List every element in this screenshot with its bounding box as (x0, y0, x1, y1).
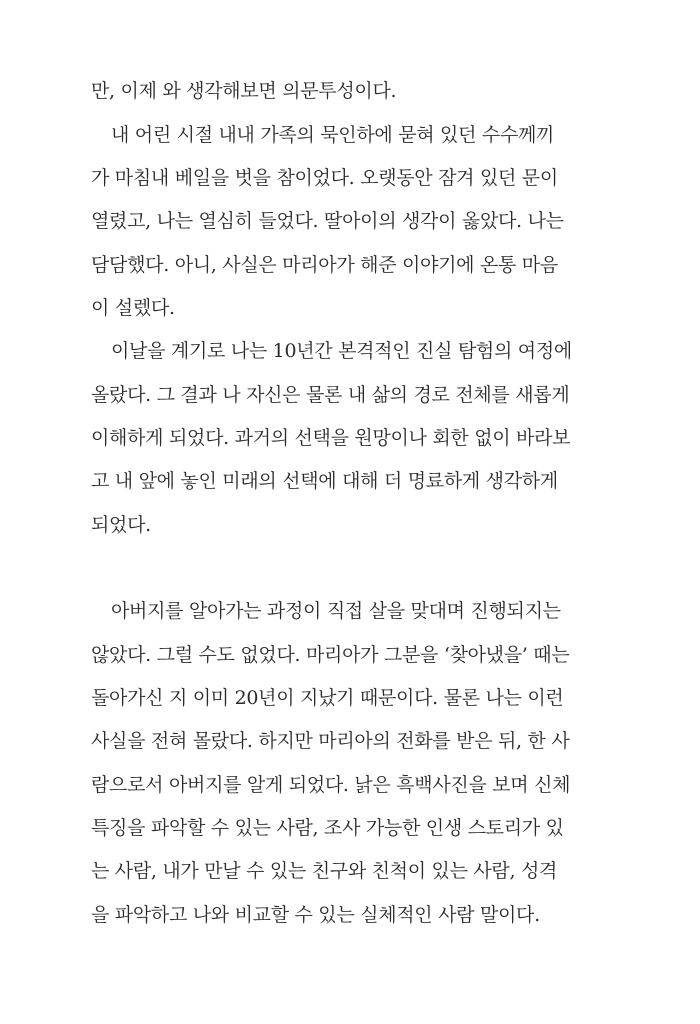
text-line: 올랐다. 그 결과 나 자신은 물론 내 삶의 경로 전체를 새롭게 (91, 384, 570, 406)
text-line: 고 내 앞에 놓인 미래의 선택에 대해 더 명료하게 생각하게 (91, 470, 558, 492)
text-line: 을 파악하고 나와 비교할 수 있는 실체적인 사람 말이다. (91, 904, 540, 926)
text-line: 람으로서 아버지를 알게 되었다. 낡은 흑백사진을 보며 신체 (91, 774, 571, 796)
text-line: 이날을 계기로 나는 10년간 본격적인 진실 탐험의 여정에 (111, 340, 572, 362)
text-line: 돌아가신 지 이미 20년이 지났기 때문이다. 물론 나는 이런 (91, 687, 564, 709)
text-line: 는 사람, 내가 만날 수 있는 친구와 친척이 있는 사람, 성격 (91, 860, 558, 882)
text-line: 이해하게 되었다. 과거의 선택을 원망이나 회한 없이 바라보 (91, 427, 571, 449)
text-line: 만, 이제 와 생각해보면 의문투성이다. (91, 80, 397, 102)
text-line: 열렸고, 나는 열심히 들었다. 딸아이의 생각이 옳았다. 나는 (91, 210, 564, 232)
text-line: 사실을 전혀 몰랐다. 하지만 마리아의 전화를 받은 뒤, 한 사 (91, 730, 570, 752)
text-line: 않았다. 그럴 수도 없었다. 마리아가 그분을 ‘찾아냈을’ 때는 (91, 644, 570, 666)
text-line: 이 설렜다. (91, 297, 175, 319)
text-line: 특징을 파악할 수 있는 사람, 조사 가능한 인생 스토리가 있 (91, 817, 564, 839)
text-line: 되었다. (91, 514, 151, 536)
text-line: 내 어린 시절 내내 가족의 묵인하에 묻혀 있던 수수께끼 (111, 124, 555, 146)
text-line: 가 마침내 베일을 벗을 참이었다. 오랫동안 잠겨 있던 문이 (91, 167, 558, 189)
text-line: 담담했다. 아니, 사실은 마리아가 해준 이야기에 온통 마음 (91, 254, 558, 276)
text-line: 아버지를 알아가는 과정이 직접 살을 맞대며 진행되지는 (111, 600, 561, 622)
